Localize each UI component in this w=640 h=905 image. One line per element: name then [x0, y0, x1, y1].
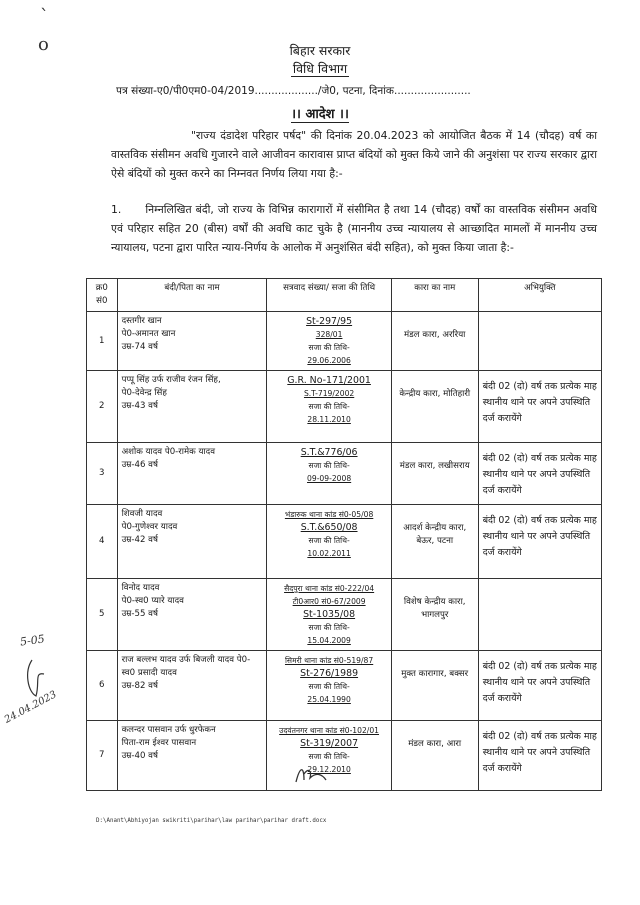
case-police-station: सैदपुरा थाना कांड सं0-222/04 टी0आर0 सं0-67/2009 [284, 584, 375, 606]
jail-name: आदर्श केन्द्रीय कारा, बेऊर, पटना [403, 523, 467, 546]
cell-serial [87, 579, 118, 651]
cell-case [267, 371, 391, 443]
sentence-date: 10.02.2011 [307, 549, 351, 558]
prisoner-name: अशोक यादव पे0-रामेक यादव [121, 447, 216, 457]
case-number: St-276/1989 [300, 668, 359, 679]
sentence-date: 15.04.2009 [307, 636, 351, 645]
remark-text: बंदी 02 (दो) वर्ष तक प्रत्येक माह स्थानीय थाने पर अपने उपस्थिति दर्ज करायेंगे [482, 515, 597, 558]
prisoner-name: दस्तगीर खान [121, 316, 162, 326]
cell-case [267, 312, 391, 371]
sentence-date: 25.04.1990 [307, 695, 351, 704]
point-number: 1. [111, 203, 122, 216]
stray-circle-mark: o [38, 34, 49, 55]
sentence-label: सजा की तिथि- [308, 402, 350, 411]
cell-remark [478, 721, 601, 791]
case-police-station: सिमरी थाना कांड सं0-519/87 [284, 656, 374, 665]
case-number: St-297/95 [306, 316, 353, 327]
remark-text: बंदी 02 (दो) वर्ष तक प्रत्येक माह स्थानीय थाने पर अपने उपस्थिति दर्ज करायेंगे [482, 453, 597, 496]
stray-tick-mark: ` [40, 6, 49, 27]
margin-note-initials: 5-05 [19, 632, 46, 649]
table-row [87, 371, 602, 443]
header-remark: अभियुक्ति [478, 279, 601, 312]
serial-number: 2 [99, 401, 105, 411]
cell-prisoner [117, 721, 267, 791]
case-number: S.T.&776/06 [300, 447, 358, 458]
jail-name: मंडल कारा, लखीसराय [399, 461, 470, 471]
case-number: St-319/2007 [300, 738, 359, 749]
case-police-station: उदवंतनगर थाना कांड सं0-102/01 [279, 726, 380, 735]
cell-prisoner [117, 312, 267, 371]
serial-number: 6 [99, 680, 105, 690]
header-case: सत्रवाद संख्या/ सजा की तिथि [267, 279, 391, 312]
prisoner-father: पे0-देवेन्द्र सिंह [121, 388, 167, 398]
prisoner-father: पे0-अमानत खान [121, 329, 176, 339]
cell-jail [391, 505, 478, 579]
case-number: St-1035/08 [303, 609, 356, 620]
intro-paragraph: "राज्य दंडादेश परिहार पर्षद" की दिनांक 20.04.2023 को आयोजित बैठक में 14 (चौदह) वर्ष का वास्तविक संसीमन अवधि गुजारने वाले आजीवन कारावास प्राप्त बंदियों को मुक्त किये जाने की अनुशंसा पर राज्य सरकार द्वारा ऐसे बंदियों को मुक्त करने का निम्नवत निर्णय लिया गया है:- [111, 129, 597, 180]
prisoner-age: उम्र-74 वर्ष [121, 342, 158, 352]
sentence-label: सजा की तिथि- [308, 461, 350, 470]
cell-remark [478, 579, 601, 651]
signature-mark [292, 762, 332, 788]
jail-name: विशेष केन्द्रीय कारा, भागलपुर [403, 597, 466, 620]
government-heading: बिहार सरकार [289, 43, 351, 58]
prisoner-age: उम्र-40 वर्ष [121, 751, 158, 761]
cell-remark [478, 312, 601, 371]
cell-prisoner [117, 371, 267, 443]
cell-prisoner [117, 579, 267, 651]
file-path-footer: D:\Anant\Abhiyojan swikriti\parihar\law parihar\parihar draft.docx [96, 818, 327, 824]
cell-jail [391, 579, 478, 651]
cell-remark [478, 371, 601, 443]
case-sub-number: S.T-719/2002 [303, 389, 355, 398]
table-row [87, 443, 602, 505]
serial-number: 5 [99, 609, 105, 619]
table-row [87, 312, 602, 371]
cell-remark [478, 443, 601, 505]
table-body [87, 312, 602, 791]
prisoner-father: पे0-गुणेश्वर यादव [121, 522, 178, 532]
order-title [0, 104, 640, 122]
point-paragraph [111, 200, 597, 257]
cell-remark [478, 505, 601, 579]
sentence-date: 29.12.2010 [307, 765, 351, 774]
cell-jail [391, 312, 478, 371]
remark-text: बंदी 02 (दो) वर्ष तक प्रत्येक माह स्थानीय थाने पर अपने उपस्थिति दर्ज करायेंगे [482, 381, 597, 424]
prisoner-name: कलन्दर पासवान उर्फ धुरफेकन [121, 725, 216, 735]
cell-case [267, 443, 391, 505]
sentence-date: 28.11.2010 [307, 415, 351, 424]
sentence-label: सजा की तिथि- [308, 343, 350, 352]
order-title-text: ।। आदेश ।। [291, 107, 349, 122]
prisoner-name: राज बल्लभ यादव उर्फ बिजली यादव पे0-स्व0 प्रसादी यादव [121, 655, 251, 678]
sentence-label: सजा की तिथि- [308, 682, 350, 691]
cell-jail [391, 651, 478, 721]
cell-serial [87, 651, 118, 721]
sentence-date: 29.06.2006 [307, 356, 351, 365]
prisoner-name: विनोद यादव [121, 583, 160, 593]
cell-prisoner [117, 651, 267, 721]
prisoner-age: उम्र-55 वर्ष [121, 609, 158, 619]
table-row [87, 505, 602, 579]
sentence-label: सजा की तिथि- [308, 623, 350, 632]
prisoner-age: उम्र-46 वर्ष [121, 460, 158, 470]
sentence-date: 09-09-2008 [307, 474, 352, 483]
prisoner-age: उम्र-82 वर्ष [121, 681, 158, 691]
prisoner-name: पप्पू सिंह उर्फ राजीव रंजन सिंह, [121, 375, 221, 385]
serial-number: 7 [99, 750, 105, 760]
serial-number: 1 [99, 335, 105, 346]
prisoner-father: पे0-स्व0 प्यारे यादव [121, 596, 184, 606]
cell-case [267, 505, 391, 579]
jail-name: मंडल कारा, अररिया [404, 330, 466, 340]
jail-name: मुक्त कारागार, बक्सर [401, 669, 469, 679]
sentence-label: सजा की तिथि- [308, 752, 350, 761]
prisoner-father: पिता-राम ईश्वर पासवान [121, 738, 197, 748]
cell-serial [87, 721, 118, 791]
serial-number: 4 [99, 536, 105, 546]
serial-number: 3 [99, 468, 105, 478]
table-row [87, 579, 602, 651]
cell-serial [87, 371, 118, 443]
header-jail: कारा का नाम [391, 279, 478, 312]
jail-name: केन्द्रीय कारा, मोतिहारी [399, 389, 471, 399]
remark-text: बंदी 02 (दो) वर्ष तक प्रत्येक माह स्थानीय थाने पर अपने उपस्थिति दर्ज करायेंगे [482, 661, 597, 704]
prisoner-name: शिवजी यादव [121, 509, 163, 519]
case-number: S.T.&650/08 [300, 522, 358, 533]
cell-serial [87, 312, 118, 371]
case-number: G.R. No-171/2001 [287, 375, 371, 386]
cell-serial [87, 443, 118, 505]
table-header-row [87, 279, 602, 312]
table-row [87, 651, 602, 721]
prisoner-release-table [86, 278, 602, 791]
cell-jail [391, 371, 478, 443]
sentence-label: सजा की तिथि- [308, 536, 350, 545]
cell-prisoner [117, 505, 267, 579]
point-text: निम्नलिखित बंदी, जो राज्य के विभिन्न कारागारों में संसीमित है तथा 14 (चौदह) वर्षों का वास्तविक संसीमन अवधि एवं परिहार सहित 20 (बीस) वर्षों की अवधि काट चुके है (माननीय उच्च न्यायालय से आच्छादित मामलों में माननीय उच्च न्यायालय, पटना द्वारा पारित न्याय-निर्णय के आलोक में अनुशंसित बंदी सहित), को मुक्त किया जाता है:- [111, 203, 597, 254]
department-heading [0, 60, 640, 77]
cell-case [267, 579, 391, 651]
table-row [87, 721, 602, 791]
department-label: विधि विभाग [292, 61, 348, 76]
cell-prisoner [117, 443, 267, 505]
case-sub-number: 328/01 [315, 330, 343, 339]
prisoner-age: उम्र-42 वर्ष [121, 535, 158, 545]
cell-case [267, 651, 391, 721]
header-name: बंदी/पिता का नाम [117, 279, 267, 312]
header-serial: क्र0 सं0 [87, 279, 118, 312]
remark-text: बंदी 02 (दो) वर्ष तक प्रत्येक माह स्थानीय थाने पर अपने उपस्थिति दर्ज करायेंगे [482, 731, 597, 774]
cell-jail [391, 721, 478, 791]
case-police-station: भंडारुक थाना कांड सं0-05/08 [284, 510, 374, 519]
letter-number-line: पत्र संख्या-ए0/पी0एम0-04/2019.................../जे0, पटना, दिनांक....................... [116, 85, 471, 97]
jail-name: मंडल कारा, आरा [408, 739, 462, 749]
cell-remark [478, 651, 601, 721]
prisoner-age: उम्र-43 वर्ष [121, 401, 158, 411]
cell-serial [87, 505, 118, 579]
margin-note-date: 24.04.2023 [2, 689, 59, 726]
cell-jail [391, 443, 478, 505]
